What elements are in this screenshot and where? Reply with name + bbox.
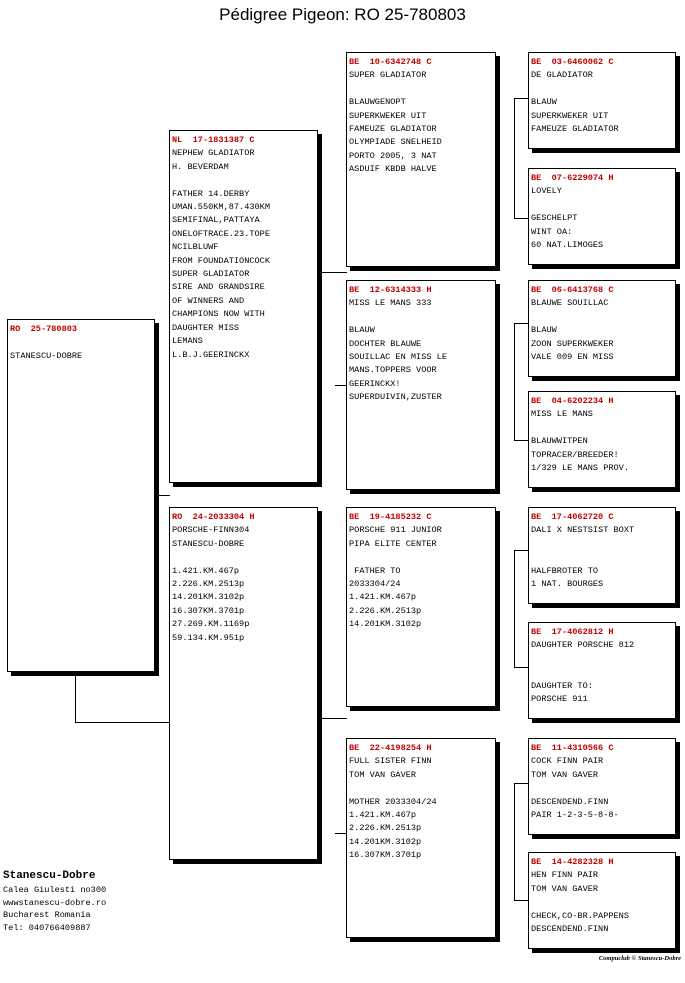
connector-line [514,550,515,667]
pigeon-details: BLAUWE SOUILLAC BLAUW ZOON SUPERKWEKER VALE 009 EN MISS [531,298,614,363]
pigeon-card-sire-sire [346,52,496,267]
connector-line [321,272,347,273]
pigeon-details: MISS LE MANS BLAUWWITPEN TOPRACER/BREEDER! 1/329 LE MANS PROV. [531,409,629,474]
pigeon-card-subject [7,319,155,672]
pigeon-ring-number: BE 12-6314333 H [349,285,432,295]
breeder-website: wwwstanescu-dobre.ro [3,897,107,908]
pigeon-details: DAUGHTER PORSCHE 812 DAUGHTER TO: PORSCHE 911 [531,640,635,705]
connector-line [514,900,529,901]
connector-line [158,495,170,496]
pigeon-ring-number: BE 06-6413768 C [531,285,614,295]
pigeon-card-ssd [528,168,676,265]
connector-line [514,783,515,900]
connector-line [321,272,322,385]
pigeon-ring-number: BE 07-6229074 H [531,173,614,183]
pigeon-details: NEPHEW GLADIATOR H. BEVERDAM FATHER 14.DERBY UMAN.550KM,87.430KM SEMIFINAL,PATTAYA ONELOFTRACE.23.TOPE NCILBLUWF FROM FOUNDATIONCOCK SUPER GLADIATOR SIRE AND GRANDSIRE OF WINNERS AND CHAMPIONS NOW WITH DAUGHTER MISS LEMANS L.B.J.GEERINCKX [172,148,270,360]
pigeon-ring-number: BE 04-6202234 H [531,396,614,406]
connector-line [514,667,529,668]
connector-line [514,98,515,218]
pigeon-card-dam-dam [346,738,496,938]
pigeon-ring-number: BE 14-4282328 H [531,857,614,867]
pigeon-ring-number: NL 17-1831387 C [172,135,255,145]
connector-line [514,550,529,551]
pigeon-ring-number: BE 22-4198254 H [349,743,432,753]
pigeon-card-dam [169,507,318,860]
pigeon-ring-number: RO 24-2033304 H [172,512,255,522]
connector-line [75,722,170,723]
pigeon-card-dsd [528,622,676,719]
pigeon-details: PORSCHE-FINN304 STANESCU-DOBRE 1.421.KM.467p 2.226.KM.2513p 14.201KM.3102p 16.307KM.3701p 27.269.KM.1169p 59.134.KM.951p [172,525,250,643]
pigeon-ring-number: BE 11-4310566 C [531,743,614,753]
footer-credit: Compuclub © Stanescu-Dobre [598,955,681,962]
pigeon-card-ddd [528,852,676,949]
pigeon-ring-number: BE 17-4062812 H [531,627,614,637]
breeder-name: Stanescu-Dobre [3,870,96,882]
pigeon-details: SUPER GLADIATOR BLAUWGENOPT SUPERKWEKER UIT FAMEUZE GLADIATOR OLYMPIADE SNELHEID PORTO 2005, 3 NAT ASDUIF KBDB HALVE [349,70,442,175]
pigeon-card-dam-sire [346,507,496,707]
pigeon-details: STANESCU-DOBRE [10,350,83,361]
connector-line [514,218,529,219]
pigeon-details: COCK FINN PAIR TOM VAN GAVER DESCENDEND.FINN PAIR 1-2-3-5-8-8- [531,756,619,821]
breeder-phone: Tel: 040766409887 [3,922,91,933]
pigeon-card-dss [528,507,676,604]
pigeon-details: PORSCHE 911 JUNIOR PIPA ELITE CENTER FATHER TO 2033304/24 1.421.KM.467p 2.226.KM.2513p 14.201KM.3102p [349,525,442,630]
breeder-address: Calea Giulesti no300 [3,885,107,895]
connector-line [321,718,322,834]
pigeon-details: DE GLADIATOR BLAUW SUPERKWEKER UIT FAMEUZE GLADIATOR [531,70,619,135]
pigeon-card-sire [169,130,318,483]
pigeon-card-dds [528,738,676,835]
page-title: Pédigree Pigeon: RO 25-780803 [219,5,466,24]
connector-line [514,323,529,324]
pigeon-card-sss [528,52,676,149]
pigeon-ring-number: RO 25-780803 [10,324,78,334]
pigeon-details: MISS LE MANS 333 BLAUW DOCHTER BLAUWE SOUILLAC EN MISS LE MANS.TOPPERS VOOR GEERINCKX! SUPERDUIVIN,ZUSTER [349,298,447,403]
connector-line [514,783,529,784]
pigeon-details: DALI X NESTSIST BOXT HALFBROTER TO 1 NAT. BOURGES [531,525,635,590]
connector-line [514,440,529,441]
pigeon-ring-number: BE 10-6342748 C [349,57,432,67]
pigeon-ring-number: BE 19-4185232 C [349,512,432,522]
pigeon-ring-number: BE 17-4062720 C [531,512,614,522]
pigeon-card-sds [528,280,676,377]
connector-line [75,675,76,723]
pigeon-details: FULL SISTER FINN TOM VAN GAVER MOTHER 2033304/24 1.421.KM.467p 2.226.KM.2513p 14.201KM.3102p 16.307KM.3701p [349,756,437,861]
connector-line [321,718,347,719]
connector-line [514,323,515,440]
pigeon-ring-number: BE 03-6460062 C [531,57,614,67]
breeder-info [3,868,106,934]
pigeon-card-sdd [528,391,676,488]
connector-line [514,98,529,99]
pigeon-details: LOVELY GESCHELPT WINT OA: 60 NAT.LIMOGES [531,186,604,251]
pigeon-card-sire-dam [346,280,496,490]
breeder-city: Bucharest Romania [3,910,91,920]
pigeon-details: HEN FINN PAIR TOM VAN GAVER CHECK,CO-BR.PAPPENS DESCENDEND.FINN [531,870,629,935]
